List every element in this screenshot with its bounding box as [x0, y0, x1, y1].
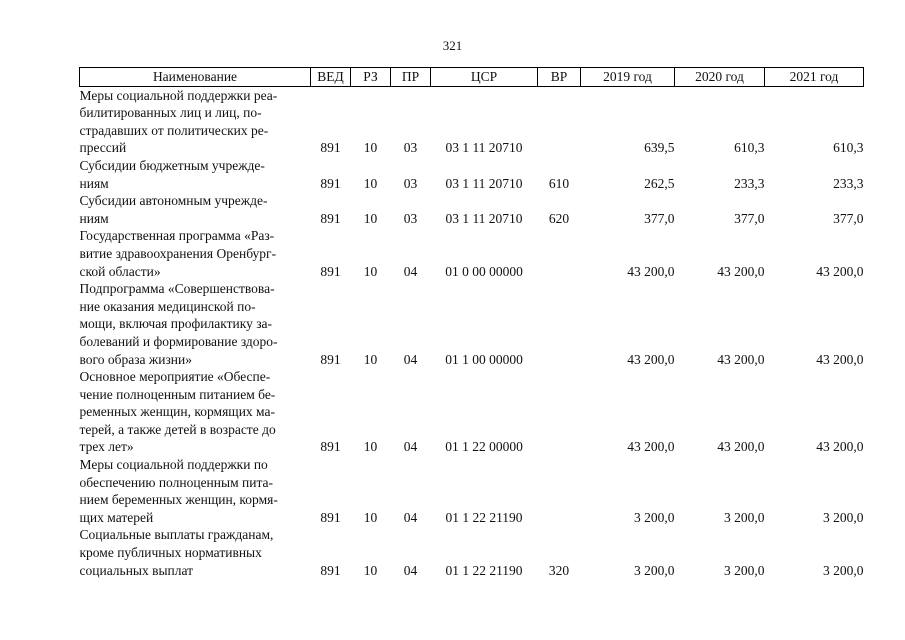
cell-rz: 10 [363, 509, 378, 525]
table-row [80, 526, 864, 579]
name-line: билитированных лиц и лиц, по- [79, 105, 262, 121]
cell-2019: 3 200,0 [634, 509, 675, 525]
cell-name [80, 192, 311, 227]
name-line: витие здравоохранения Оренбург- [79, 245, 277, 261]
cell-name [80, 227, 311, 280]
cell-2019: 639,5 [644, 140, 675, 156]
name-line: ниям [79, 210, 109, 226]
col-header-vr: ВР [538, 68, 581, 87]
cell-pr: 03 [403, 140, 418, 156]
table-header-row [80, 68, 864, 87]
cell-csr: 03 1 11 20710 [445, 175, 523, 191]
cell-name [80, 157, 311, 192]
cell-csr: 01 1 22 00000 [445, 439, 523, 455]
name-line: прессий [79, 140, 127, 156]
cell-pr: 03 [403, 175, 418, 191]
cell-vr [538, 368, 581, 456]
cell-2019: 3 200,0 [634, 562, 675, 578]
name-line: ниям [79, 175, 109, 191]
cell-2019: 43 200,0 [627, 263, 675, 279]
cell-csr: 01 0 00 00000 [445, 263, 523, 279]
name-line: вого образа жизни» [79, 351, 193, 367]
cell-csr: 01 1 22 21190 [445, 509, 523, 525]
cell-name [80, 526, 311, 579]
cell-rz: 10 [363, 351, 378, 367]
col-header-rz: РЗ [351, 68, 391, 87]
cell-csr: 03 1 11 20710 [445, 210, 523, 226]
cell-2019: 43 200,0 [627, 439, 675, 455]
cell-name [80, 456, 311, 526]
table-body [80, 86, 864, 579]
cell-vr: 620 [548, 210, 570, 226]
cell-vr [538, 280, 581, 368]
name-line: Субсидии бюджетным учрежде- [79, 157, 265, 173]
cell-2020: 43 200,0 [717, 263, 765, 279]
cell-ved: 891 [320, 210, 341, 226]
name-line: ской области» [79, 263, 161, 279]
cell-2020: 610,3 [734, 140, 765, 156]
name-line: терей, а также детей в возрасте до [79, 421, 276, 437]
name-line: Меры социальной поддержки реа- [79, 87, 278, 103]
cell-2020: 3 200,0 [724, 562, 765, 578]
table-row [80, 86, 864, 157]
name-line: страдавших от политических ре- [79, 122, 269, 138]
cell-2019: 262,5 [644, 175, 675, 191]
cell-2019: 43 200,0 [627, 351, 675, 367]
cell-csr: 01 1 22 21190 [445, 562, 523, 578]
name-line: кроме публичных нормативных [79, 545, 262, 561]
name-line: социальных выплат [79, 562, 194, 578]
cell-pr: 04 [403, 439, 418, 455]
cell-ved: 891 [320, 351, 341, 367]
cell-2020: 377,0 [734, 210, 765, 226]
name-line: Социальные выплаты гражданам, [79, 527, 274, 543]
table-row [80, 157, 864, 192]
col-header-name: Наименование [80, 68, 311, 87]
name-line: болеваний и формирование здоро- [79, 333, 278, 349]
cell-pr: 04 [403, 562, 418, 578]
cell-vr: 320 [548, 562, 570, 578]
cell-2019: 377,0 [644, 210, 675, 226]
cell-name [80, 86, 311, 157]
cell-2021: 3 200,0 [823, 562, 864, 578]
name-line: ние оказания медицинской по- [79, 298, 256, 314]
col-header-ved: ВЕД [311, 68, 351, 87]
name-line: мощи, включая профилактику за- [79, 316, 273, 332]
cell-pr: 03 [403, 210, 418, 226]
cell-ved: 891 [320, 140, 341, 156]
name-line: обеспечению полноценным пита- [79, 474, 273, 490]
table-row [80, 192, 864, 227]
name-line: чение полноценным питанием бе- [79, 386, 276, 402]
cell-rz: 10 [363, 439, 378, 455]
name-line: щих матерей [79, 509, 154, 525]
cell-pr: 04 [403, 351, 418, 367]
table-row [80, 368, 864, 456]
col-header-2021: 2021 год [765, 68, 864, 87]
page-number: 321 [442, 38, 463, 53]
cell-2021: 3 200,0 [823, 509, 864, 525]
cell-ved: 891 [320, 263, 341, 279]
table-row [80, 456, 864, 526]
col-header-csr: ЦСР [431, 68, 538, 87]
cell-ved: 891 [320, 509, 341, 525]
col-header-2020: 2020 год [675, 68, 765, 87]
cell-vr: 610 [548, 175, 570, 191]
cell-2021: 43 200,0 [816, 351, 864, 367]
cell-pr: 04 [403, 263, 418, 279]
cell-2021: 377,0 [833, 210, 864, 226]
cell-rz: 10 [363, 210, 378, 226]
name-line: Субсидии автономным учрежде- [79, 193, 268, 209]
cell-vr [538, 456, 581, 526]
name-line: нием беременных женщин, кормя- [79, 492, 278, 508]
name-line: Государственная программа «Раз- [79, 228, 275, 244]
cell-ved: 891 [320, 562, 341, 578]
cell-2020: 233,3 [734, 175, 765, 191]
name-line: трех лет» [79, 439, 134, 455]
cell-rz: 10 [363, 140, 378, 156]
cell-pr: 04 [403, 509, 418, 525]
cell-rz: 10 [363, 263, 378, 279]
cell-csr: 03 1 11 20710 [445, 140, 523, 156]
col-header-2019: 2019 год [581, 68, 675, 87]
cell-2021: 43 200,0 [816, 439, 864, 455]
cell-ved: 891 [320, 175, 341, 191]
name-line: Меры социальной поддержки по [79, 457, 268, 473]
cell-ved: 891 [320, 439, 341, 455]
budget-table [79, 67, 864, 579]
cell-rz: 10 [363, 175, 378, 191]
cell-vr [538, 86, 581, 157]
cell-name [80, 280, 311, 368]
col-header-pr: ПР [391, 68, 431, 87]
cell-csr: 01 1 00 00000 [445, 351, 523, 367]
table-row [80, 280, 864, 368]
cell-2020: 43 200,0 [717, 351, 765, 367]
cell-2021: 233,3 [833, 175, 864, 191]
cell-name [80, 368, 311, 456]
cell-vr [538, 227, 581, 280]
name-line: ременных женщин, кормящих ма- [79, 404, 275, 420]
cell-2021: 610,3 [833, 140, 864, 156]
cell-rz: 10 [363, 562, 378, 578]
cell-2020: 43 200,0 [717, 439, 765, 455]
table-row [80, 227, 864, 280]
cell-2021: 43 200,0 [816, 263, 864, 279]
name-line: Подпрограмма «Совершенствова- [79, 281, 275, 297]
cell-2020: 3 200,0 [724, 509, 765, 525]
name-line: Основное мероприятие «Обеспе- [79, 369, 271, 385]
